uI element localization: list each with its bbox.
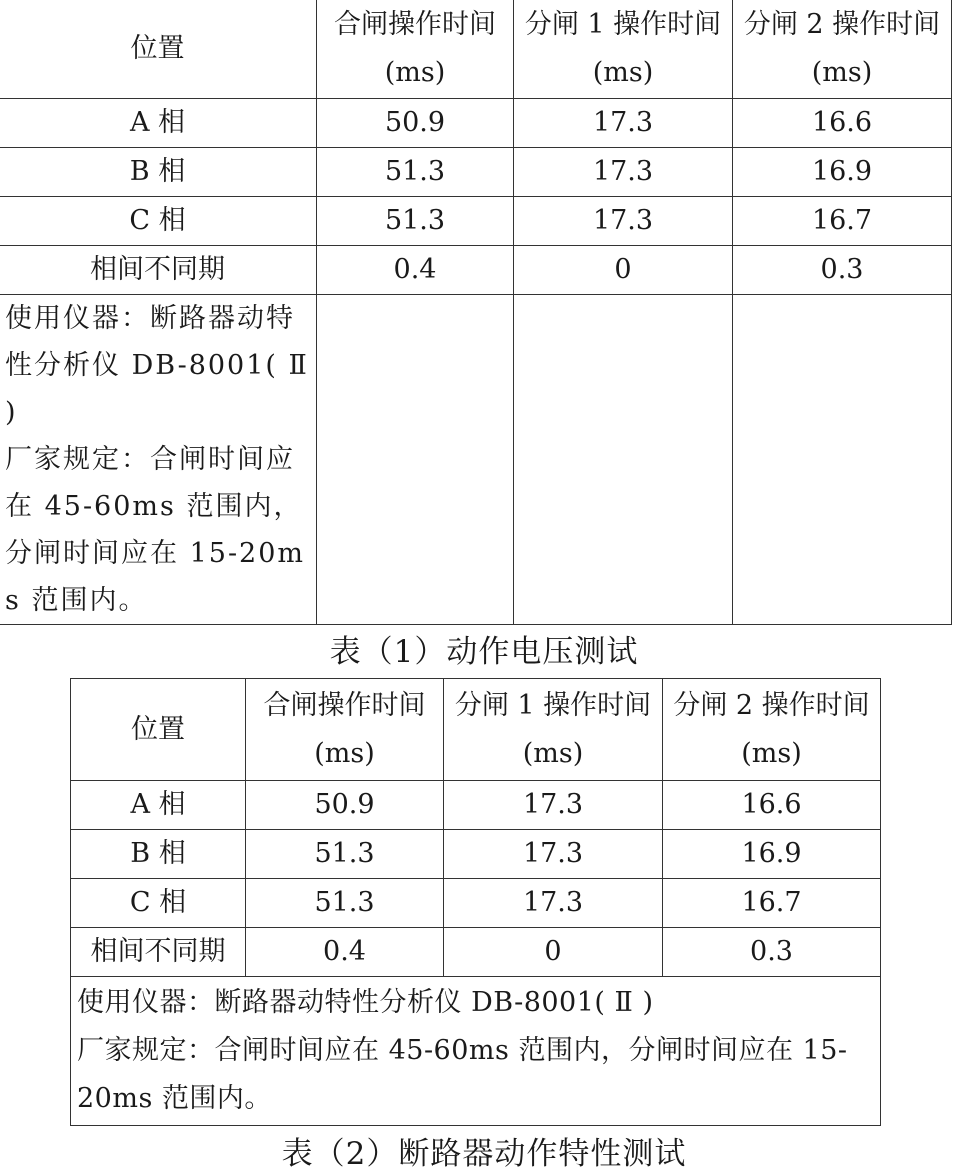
cell-close-time: 51.3 (317, 148, 514, 197)
cell-open1-time: 17.3 (444, 830, 663, 879)
cell-close-time: 51.3 (317, 197, 514, 246)
cell-open1-time: 17.3 (514, 99, 733, 148)
cell-phase: 相间不同期 (71, 928, 246, 977)
cell-phase: C 相 (0, 197, 317, 246)
table-row (71, 879, 881, 928)
cell-open2-time: 0.3 (663, 928, 881, 977)
table-note-row (71, 977, 881, 1126)
cell-open2-time: 16.9 (733, 148, 952, 197)
cell-phase: A 相 (0, 99, 317, 148)
cell-phase: C 相 (71, 879, 246, 928)
cell-close-time: 0.4 (246, 928, 444, 977)
table-row (71, 781, 881, 830)
cell-close-time: 51.3 (246, 879, 444, 928)
table-header-row (71, 679, 881, 781)
cell-open1-time: 17.3 (514, 148, 733, 197)
table-caption-1: 表（1）动作电压测试 (329, 634, 639, 670)
table-row (0, 148, 952, 197)
cell-phase: B 相 (71, 830, 246, 879)
cell-open2-time: 16.7 (733, 197, 952, 246)
header-open2-time: 分闸 2 操作时间 (ms) (733, 0, 952, 99)
cell-open1-time: 17.3 (514, 197, 733, 246)
note-spec: 厂家规定：合闸时间应在 45-60ms 范围内，分闸时间应在 15-20ms 范围内。 (77, 1035, 848, 1114)
cell-open1-time: 0 (444, 928, 663, 977)
note-spec: 厂家规定：合闸时间应在 45-60ms 范围内，分闸时间应在 15-20ms 范围内。 (5, 444, 306, 616)
table-header-row (0, 0, 952, 99)
note-cell (71, 977, 881, 1126)
note-cell (0, 295, 317, 625)
cell-close-time: 51.3 (246, 830, 444, 879)
note-instrument: 使用仪器：断路器动特性分析仪 DB-8001( Ⅱ ) (5, 303, 309, 428)
header-open1-time: 分闸 1 操作时间 (ms) (444, 679, 663, 781)
cell-phase: A 相 (71, 781, 246, 830)
cell-open2-time: 0.3 (733, 246, 952, 295)
header-close-time: 合闸操作时间 (ms) (246, 679, 444, 781)
cell-open2-time: 16.6 (663, 781, 881, 830)
note-instrument: 使用仪器：断路器动特性分析仪 DB-8001( Ⅱ ) (77, 987, 654, 1018)
table-row (0, 99, 952, 148)
cell-close-time: 50.9 (246, 781, 444, 830)
breaker-action-characteristics-table (70, 678, 881, 1126)
table-row (71, 830, 881, 879)
table-caption-2: 表（2）断路器动作特性测试 (281, 1136, 687, 1172)
cell-open2-time: 16.6 (733, 99, 952, 148)
cell-close-time: 50.9 (317, 99, 514, 148)
header-open2-time: 分闸 2 操作时间 (ms) (663, 679, 881, 781)
empty-cell (317, 295, 514, 625)
header-open1-time: 分闸 1 操作时间 (ms) (514, 0, 733, 99)
table-row (0, 246, 952, 295)
table-row (0, 197, 952, 246)
header-position: 位置 (71, 679, 246, 781)
header-close-time: 合闸操作时间 (ms) (317, 0, 514, 99)
header-position: 位置 (0, 0, 317, 99)
table-note-row (0, 295, 952, 625)
cell-open2-time: 16.9 (663, 830, 881, 879)
cell-close-time: 0.4 (317, 246, 514, 295)
cell-phase: B 相 (0, 148, 317, 197)
empty-cell (514, 295, 733, 625)
empty-cell (733, 295, 952, 625)
cell-open1-time: 17.3 (444, 879, 663, 928)
cell-open1-time: 0 (514, 246, 733, 295)
table-row (71, 928, 881, 977)
cell-phase: 相间不同期 (0, 246, 317, 295)
cell-open1-time: 17.3 (444, 781, 663, 830)
cell-open2-time: 16.7 (663, 879, 881, 928)
